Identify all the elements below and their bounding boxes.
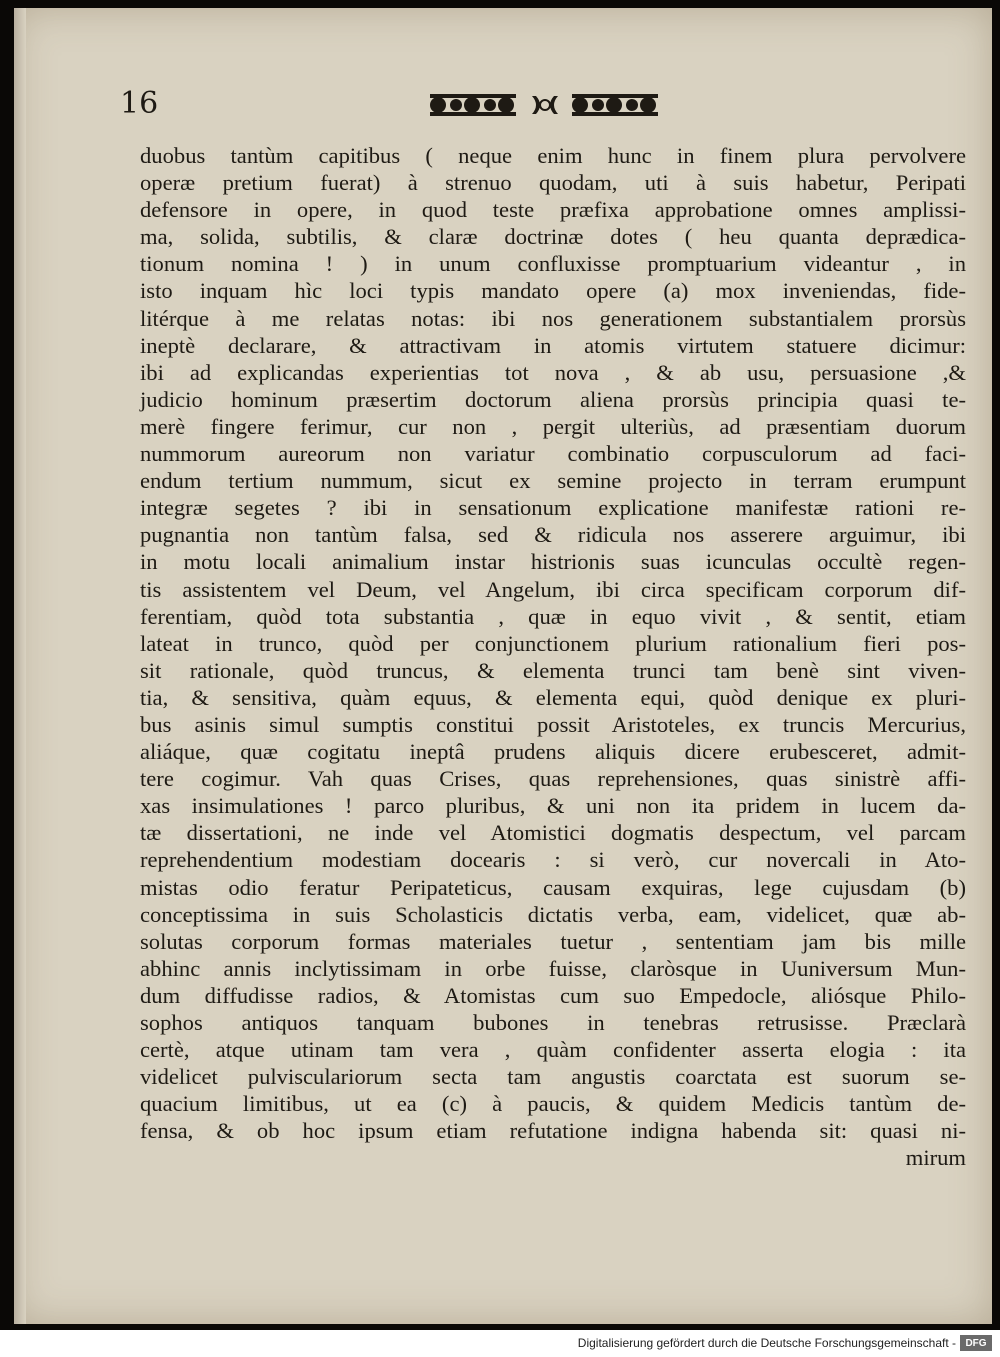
text-line: integræ segetes ? ibi in sensationum explicatione manifestæ rationi re- — [140, 495, 966, 521]
text-line: quacium limitibus, ut ea (c) à paucis, & quidem Medicis tantùm de- — [140, 1091, 966, 1117]
text-line: tæ dissertationi, ne inde vel Atomistici dogmatis despectum, vel parcam — [140, 820, 966, 846]
text-line: aliáque, quæ cogitatu ineptâ prudens aliquis dicere erubesceret, admit- — [140, 739, 966, 765]
text-line: solutas corporum formas materiales tuetur , sententiam jam bis mille — [140, 928, 966, 954]
funding-credit: Digitalisierung gefördert durch die Deutsche Forschungsgemeinschaft - — [577, 1336, 956, 1350]
text-line: sit rationale, quòd truncus, & elementa trunci tam benè sint viven- — [140, 657, 966, 683]
text-line: ma, solida, subtilis, & claræ doctrinæ dotes ( heu quanta deprædica- — [140, 224, 966, 250]
text-line: tionum nomina ! ) in unum confluxisse promptuarium videantur , in — [140, 251, 966, 277]
text-line: dum diffudisse radios, & Atomistas cum suo Empedocle, aliósque Philo- — [140, 982, 966, 1008]
text-line: merè fingere ferimur, cur non , pergit ulteriùs, ad præsentiam duorum — [140, 413, 966, 439]
printers-ornament — [420, 86, 670, 124]
text-line: ineptè declarare, & attractivam in atomis virtutem statuere dicimur: — [140, 332, 966, 358]
text-line: tia, & sensitiva, quàm equus, & elementa equi, quòd denique ex pluri- — [140, 684, 966, 710]
text-line: litérque à me relatas notas: ibi nos generationem substantialem prorsùs — [140, 305, 966, 331]
dfg-logo: DFG — [960, 1335, 992, 1351]
page-number: 16 — [120, 86, 159, 121]
page-header — [120, 86, 880, 126]
text-line: reprehendentium modestiam docearis : si verò, cur novercali in Ato- — [140, 847, 966, 873]
body-text — [140, 142, 966, 1172]
text-line: in motu locali animalium instar histrionis suas icunculas occultè regen- — [140, 549, 966, 575]
text-line: ferentiam, quòd tota substantia , quæ in equo vivit , & sentit, etiam — [140, 603, 966, 629]
text-line: sophos antiquos tanquam bubones in tenebras retrusisse. Præclarà — [140, 1010, 966, 1035]
text-line: endum tertium nummum, sicut ex semine projecto in terram erumpunt — [140, 468, 966, 494]
page-edge — [14, 8, 26, 1324]
text-line: conceptissima in suis Scholasticis dictatis verba, eam, videlicet, quæ ab- — [140, 901, 966, 927]
text-line: videlicet pulvisculariorum secta tam angustis coarctata est suorum se- — [140, 1064, 966, 1090]
text-line: abhinc annis inclytissimam in orbe fuisse, claròsque in Uuniversum Mun- — [140, 955, 966, 981]
text-line: isto inquam hìc loci typis mandato opere (a) mox inveniendas, fide- — [140, 278, 966, 304]
text-line: operæ pretium fuerat) à strenuo quodam, uti à suis habetur, Peripati — [140, 170, 966, 196]
text-line: lateat in trunco, quòd per conjunctionem plurium rationalium fieri pos- — [140, 630, 966, 656]
text-line: defensore in opere, in quod teste præfixa approbatione omnes amplissi- — [140, 197, 966, 223]
text-line: nummorum aureorum non variatur combinatio corpusculorum ad faci- — [140, 441, 966, 467]
text-line: certè, atque utinam tam vera , quàm confidenter asserta elogia : ita — [140, 1037, 966, 1063]
text-line: tis assistentem vel Deum, vel Angelum, ibi circa specificam corporum dif- — [140, 576, 966, 602]
text-line: judicio hominum præsertim doctorum aliena prorsùs principia quasi te- — [140, 386, 966, 412]
text-line: pugnantia non tantùm falsa, sed & ridicula nos asserere arguimur, ibi — [140, 522, 966, 548]
text-line: fensa, & ob hoc ipsum etiam refutatione indigna habenda sit: quasi ni- — [140, 1118, 966, 1144]
catchword: mirum — [905, 1145, 966, 1171]
footer-bar — [0, 1330, 1000, 1357]
text-line: ibi ad explicandas experientias tot nova , & ab usu, persuasione ,& — [140, 359, 966, 385]
text-line: mistas odio feratur Peripateticus, causam exquiras, lege cujusdam (b) — [140, 874, 966, 900]
text-line: bus asinis simul sumptis constitui possit Aristoteles, ex truncis Mercurius, — [140, 711, 966, 737]
text-line: duobus tantùm capitibus ( neque enim hunc in finem plura pervolvere — [140, 143, 966, 168]
text-line: xas insimulationes ! parco pluribus, & uni non ita pridem in lucem da- — [140, 793, 966, 819]
text-line: tere cogimur. Vah quas Crises, quas reprehensiones, quas sinistrè affi- — [140, 766, 966, 792]
